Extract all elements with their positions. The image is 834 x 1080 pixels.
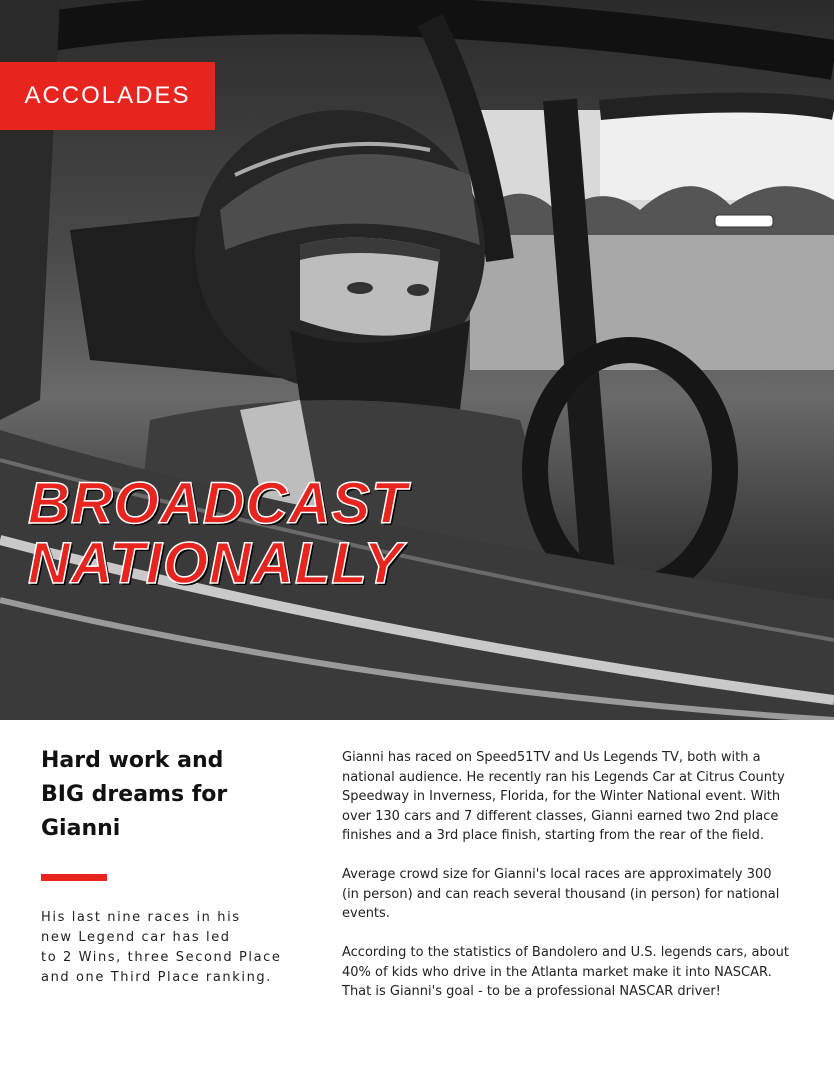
body-paragraph-3: According to the statistics of Bandolero and U.S. legends cars, about 40% of kids who drive in the Atlanta market make it into NASCAR. That is Gianni's goal - to be a professional NASCAR driver! [342,945,790,999]
headline-line-2: NATIONALLY [28,531,404,596]
body-paragraph-1: Gianni has raced on Speed51TV and Us Legends TV, both with a national audience. He recently ran his Legends Car at Citrus County Speedway in Inverness, Florida, for the Winter National event. With over 130 cars and 7 different classes, Gianni earned two 2nd place finishes and a 3rd place finish, starting from the rear of the field. [342,750,785,843]
stats-line-3: to 2 Wins, three Second Place [41,950,282,965]
subhead-block [41,744,301,846]
headline-line-1: BROADCAST [28,471,408,536]
race-stats [41,908,303,988]
stats-line-2: new Legend car has led [41,930,231,945]
subhead-line-1: Hard work and [41,748,224,773]
body-paragraph-2: Average crowd size for Gianni's local races are approximately 300 (in person) and can reach several thousand (in person) for national events. [342,867,780,921]
accolades-badge: ACCOLADES [0,62,215,130]
subhead-line-2: BIG dreams for [41,782,228,807]
stats-line-1: His last nine races in his [41,910,241,925]
stats-line-4: and one Third Place ranking. [41,970,273,985]
subhead-line-3: Gianni [41,816,121,841]
accent-divider [41,874,107,881]
headline [28,471,548,596]
body-text [342,748,792,1021]
